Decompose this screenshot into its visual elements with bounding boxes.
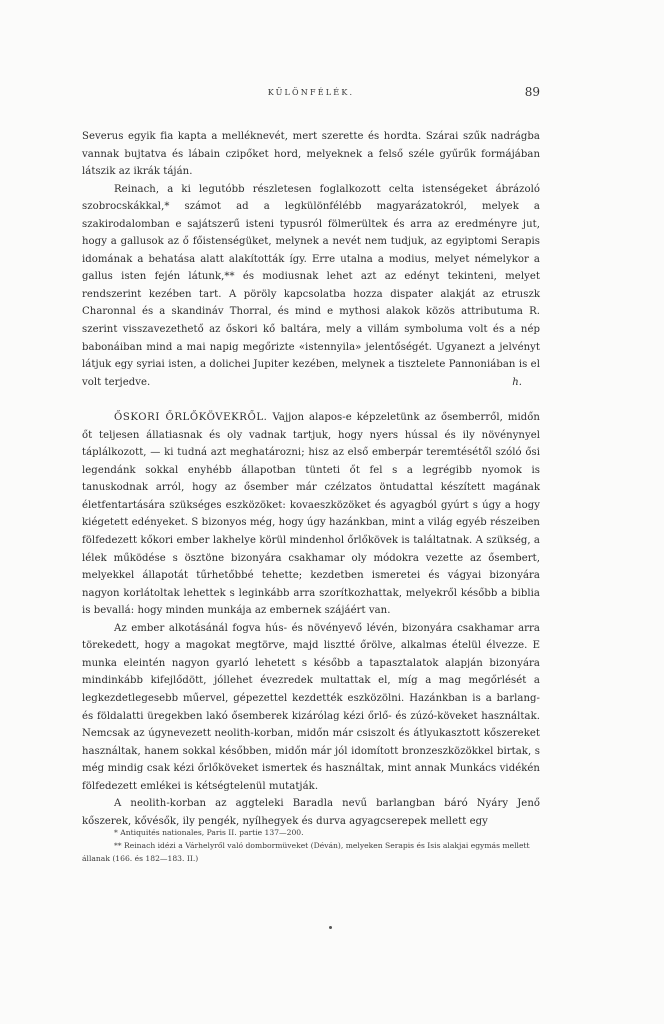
paragraph-4-text: Az ember alkotásánál fogva hús- és növényevő lévén, bizonyára csakhamar arra törekedett, hogy a magokat megtörve, majd lisztté őrölve, alkalmas ételül élvezze. E munka eleintén nagyon gyarló lehetett s később a tapasztalatok alapján bizonyára mindinkább kifejlődött, jóllehet évezredek multattak el, míg a mag megőrlését a legkezdetlegesebb műervel, gépezettel kezdették eszközölni. Hazánkban is a barlang- és földalatti üregekben lakó ősemberek kizárólag kézi őrlő- és zúzó-köveket használtak. Nemcsak az úgynevezett neolith-korban, midőn már csiszolt és átlyukasztott kőszereket használtak, hanem sokkal későbben, midőn már jól idomított bronzeszközökkel birtak, s még mindig csak kézi őrlőköveket ismertek és használtak, mint annak Munkács vidékén fölfedezett emlékei is kétségtelenül mutatják. bbox=[82, 622, 540, 792]
paragraph-2 bbox=[82, 181, 540, 392]
paragraph-2-text: Reinach, a ki legutóbb részletesen foglalkozott celta istenségeket ábrázoló szobrocskákkal,* számot ad a legkülönfélébb magyarázatokról, melyek a szakirodalomban e sajátszerű isteni typusról fölmerültek és arra az eredményre jut, hogy a gallusok az ő főistenségüket, melynek a nevét nem tudjuk, az egyiptomi Serapis idomának a behatása alatt alakították így. Erre utalna a modius, melyet némelykor a gallus isten fején látunk,** és modiusnak lehet azt az edényt tekinteni, melyet rendszerint kezében tart. A pöröly kapcsolatba hozza dispater alakját az etruszk Charonnal és a skandináv Thorral, és mind e mythosi alakok közös attributuma R. szerint visszavezethető az őskori kő baltára, mely a villám symboluma volt és a nép babonáiban mind a mai napig megőrizte «istennyila» jelentőségét. Ugyanezt a jelvényt látjuk egy syriai isten, a dolichei Jupiter kezében, melynek a tisztelete Pannoniában is el volt terjedve. bbox=[82, 183, 540, 388]
paragraph-4 bbox=[82, 620, 540, 795]
paragraph-3-text: Vajjon alapos-e képzeletünk az ősemberről, midőn őt teljesen állatiasnak és oly vadnak tartjuk, hogy nyers hússal és ily növénynyel táplálkozott, — ki tudná azt meghatározni; hisz az első emberpár teremtésétől szóló ősi legendánk sokkal enyhébb állapotban tünteti őt fel s a legrégibb nyomok is tanuskodnak arról, hogy az ősember már czélzatos öntudattal készített magának életfentartására szükséges eszközöket: kovaeszközöket és agyagból gyúrt s úgy a hogy kiégetett edényeket. S bizonyos még, hogy úgy hazánkban, mint a világ egyéb részeiben fölfedezett kőkori ember lakhelye körül mindenhol őrlőkövek is találtatnak. A szükség, a lélek működése s ösztöne bizonyára csakhamar oly módokra vezette az ősembert, melyekkel állapotát tűrhetőbbé tehette; kezdetben ismeretei és vágyai bizonyára nagyon korlátoltak lehettek s leginkább arra szorítkozhattak, melyekről később a biblia is bevallá: hogy minden munkája az embernek szájáért van. bbox=[82, 412, 540, 617]
footnote-1: * Antiquités nationales, Paris II. partie 137—200. bbox=[114, 828, 304, 837]
footnotes bbox=[82, 826, 540, 865]
print-mark bbox=[329, 926, 332, 929]
footnote-2: ** Reinach idézi a Várhelyről való dombormüveket (Déván), melyeken Serapis és Isis alakjai egymás mellett állanak (166. és 182—183. II.) bbox=[82, 841, 530, 863]
page-header bbox=[82, 85, 540, 104]
body-text bbox=[82, 128, 540, 830]
running-head: KÜLÖNFÉLÉK. bbox=[267, 88, 355, 97]
paragraph-3 bbox=[82, 409, 540, 620]
section-title: ŐSKORI ŐRLŐKÖVEKRŐL. bbox=[114, 412, 268, 424]
page-number: 89 bbox=[524, 85, 540, 99]
author-signature: h. bbox=[512, 376, 522, 388]
paragraph-1-text: Severus egyik fia kapta a melléknevét, mert szerette és hordta. Szárai szűk nadrágba vannak bujtatva és lábain czipőket hord, melyeknek a felső széle gyűrűk formájában látszik az ikrák táján. bbox=[82, 131, 540, 178]
paragraph-5-text: A neolith-korban az aggteleki Baradla nevű barlangban báró Nyáry Jenő kőszerek, kővésők, ily pengék, nyílhegyek és durva agyagcserepek mellett egy bbox=[82, 798, 540, 827]
paragraph-1 bbox=[82, 128, 540, 181]
